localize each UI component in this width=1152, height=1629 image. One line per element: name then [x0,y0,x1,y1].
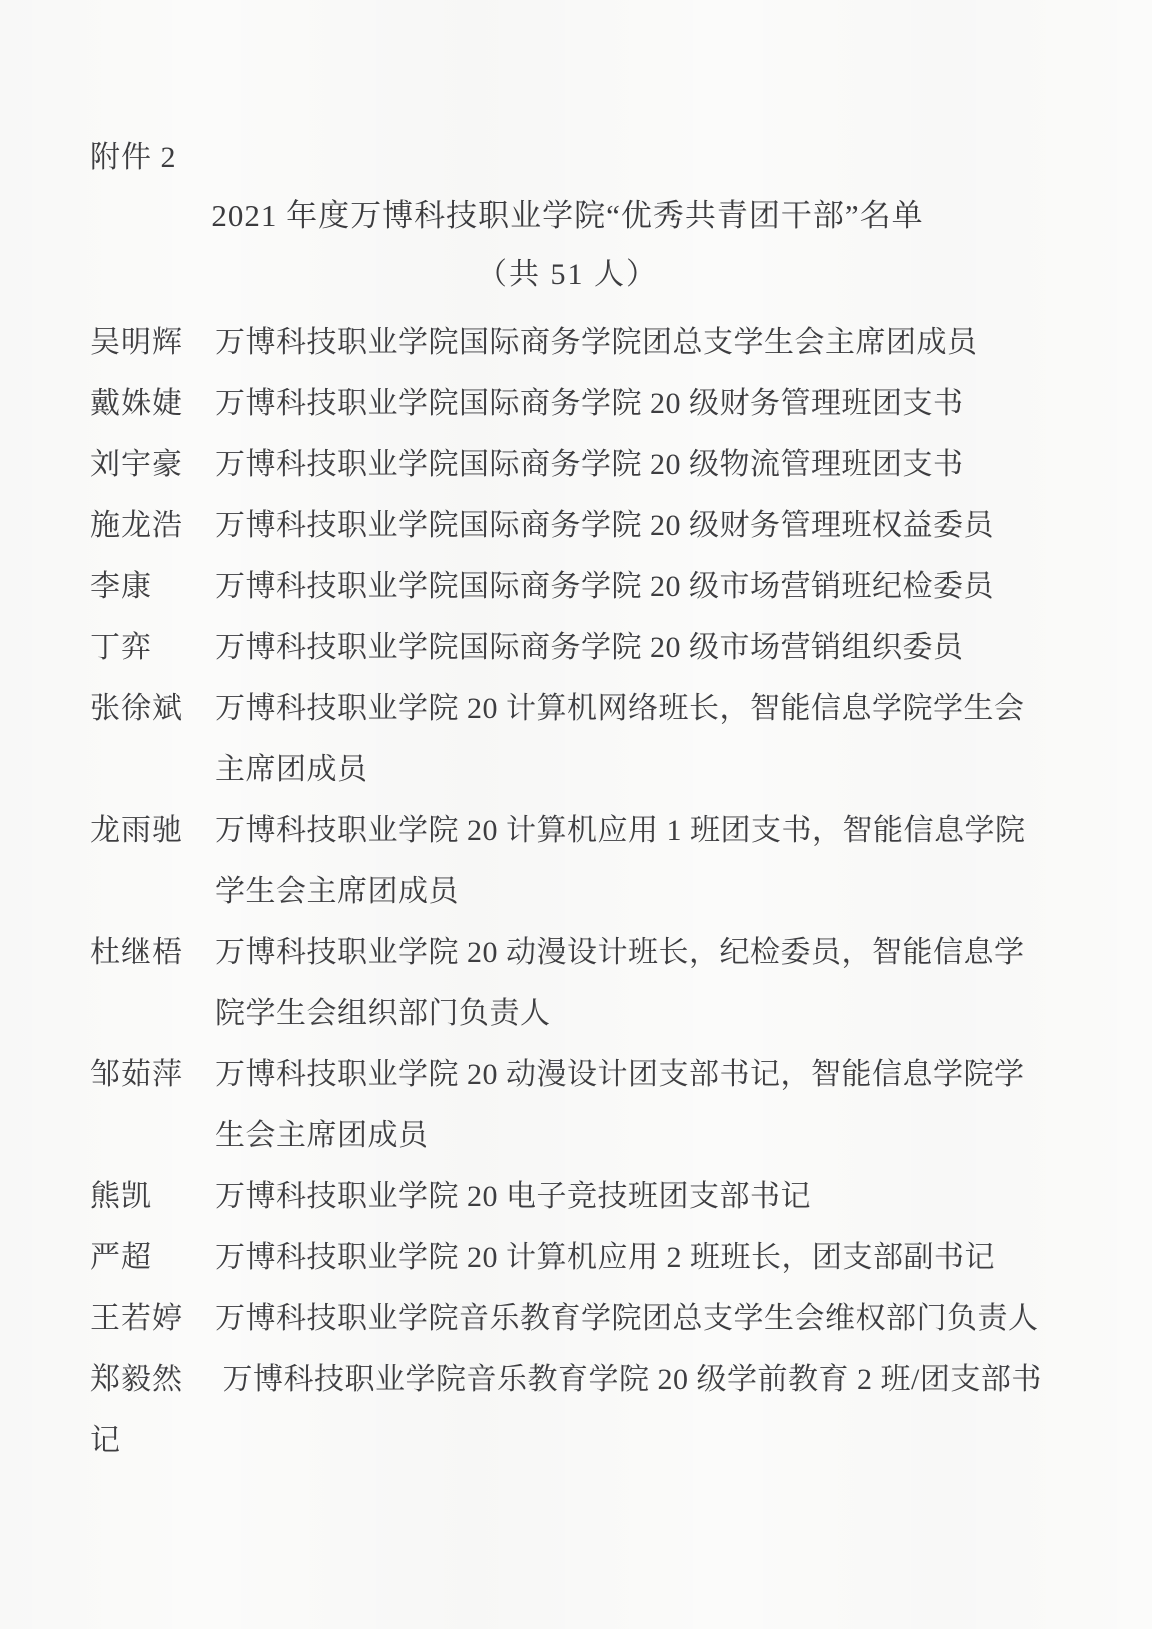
awardee-position: 万博科技职业学院国际商务学院 20 级物流管理班团支书 [215,448,964,481]
awardee-name: 王若婷 [90,1302,183,1335]
awardee-name: 李康 [90,570,152,603]
roster-row [90,678,1045,800]
awardee-position: 万博科技职业学院 20 动漫设计班长，纪检委员，智能信息学院学生会组织部门负责人 [215,936,1025,1030]
awardee-position: 万博科技职业学院音乐教育学院团总支学生会维权部门负责人 [215,1302,1039,1335]
awardee-name: 戴姝婕 [90,387,183,420]
awardee-name: 龙雨驰 [90,814,183,847]
awardee-name: 刘宇豪 [90,448,183,481]
awardee-name: 熊凯 [90,1180,152,1213]
roster-row [90,556,1045,617]
roster-list [90,312,1045,1471]
awardee-position: 万博科技职业学院 20 计算机应用 2 班班长，团支部副书记 [215,1241,995,1274]
awardee-position: 万博科技职业学院国际商务学院 20 级市场营销组织委员 [215,631,964,664]
document-title: 2021 年度万博科技职业学院“优秀共青团干部”名单 [211,198,924,233]
awardee-name: 严超 [90,1241,152,1274]
awardee-name: 吴明辉 [90,326,183,359]
awardee-position: 万博科技职业学院国际商务学院 20 级市场营销班纪检委员 [215,570,994,603]
roster-row [90,1166,1045,1227]
roster-row [90,434,1045,495]
roster-row [90,800,1045,922]
roster-row [90,1349,1045,1471]
document-subtitle: （共 51 人） [477,258,658,291]
awardee-position: 万博科技职业学院国际商务学院 20 级财务管理班团支书 [215,387,964,420]
awardee-position: 万博科技职业学院音乐教育学院 20 级学前教育 2 班/团支部书记 [90,1363,1042,1457]
roster-row [90,922,1045,1044]
awardee-position: 万博科技职业学院 20 计算机网络班长，智能信息学院学生会主席团成员 [215,692,1025,786]
awardee-name: 杜继梧 [90,936,183,969]
attachment-label: 附件 2 [90,141,177,174]
awardee-position: 万博科技职业学院 20 计算机应用 1 班团支书，智能信息学院学生会主席团成员 [215,814,1026,908]
roster-row [90,1288,1045,1349]
roster-row [90,312,1045,373]
awardee-name: 丁弈 [90,631,152,664]
awardee-position: 万博科技职业学院 20 电子竞技班团支部书记 [215,1180,811,1213]
roster-row [90,373,1045,434]
awardee-position: 万博科技职业学院国际商务学院团总支学生会主席团成员 [215,326,978,359]
awardee-name: 邹茹萍 [90,1058,183,1091]
roster-row [90,495,1045,556]
roster-row [90,617,1045,678]
roster-row [90,1227,1045,1288]
awardee-name: 施龙浩 [90,509,183,542]
awardee-position: 万博科技职业学院国际商务学院 20 级财务管理班权益委员 [215,509,994,542]
awardee-name: 郑毅然 [90,1363,183,1396]
awardee-name: 张徐斌 [90,692,183,725]
roster-row [90,1044,1045,1166]
awardee-position: 万博科技职业学院 20 动漫设计团支部书记，智能信息学院学生会主席团成员 [215,1058,1025,1152]
